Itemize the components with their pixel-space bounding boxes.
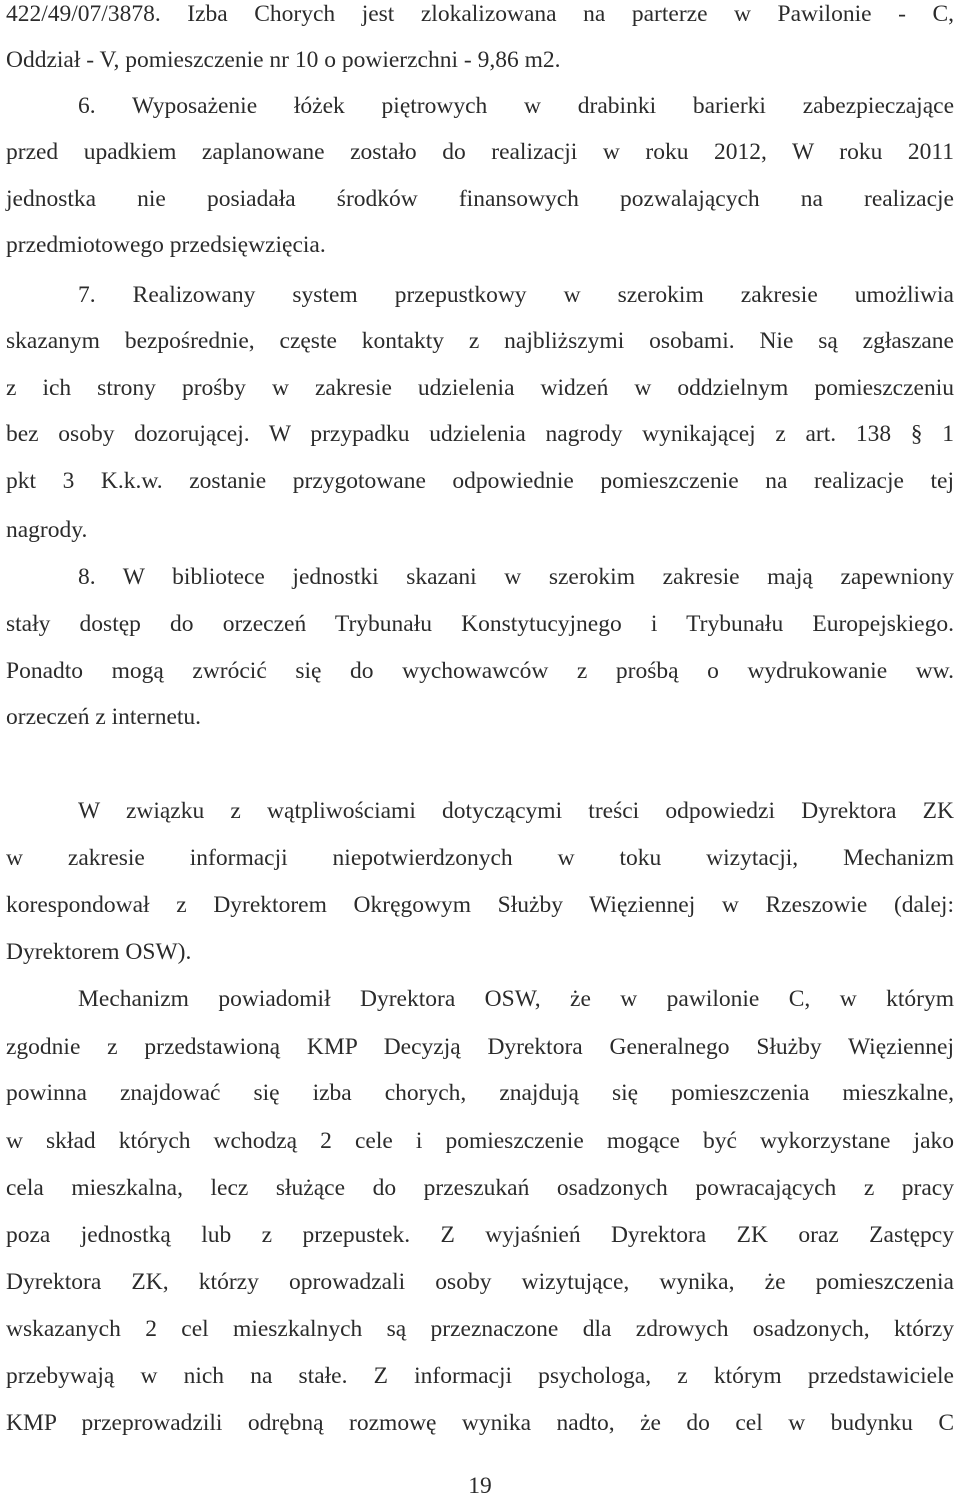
text-line: wskazanych 2 cel mieszkalnych są przeznaczone dla zdrowych osadzonych, którzy — [6, 1316, 954, 1342]
list-item-6-first-line: 6. Wyposażenie łóżek piętrowych w drabinki barierki zabezpieczające — [78, 93, 954, 119]
text-line: 422/49/07/3878. Izba Chorych jest zlokalizowana na parterze w Pawilonie - C, — [6, 1, 954, 27]
text-line: Dyrektorem OSW). — [6, 939, 192, 965]
text-line: z ich strony prośby w zakresie udzielenia widzeń w oddzielnym pomieszczeniu — [6, 375, 954, 401]
page-number: 19 — [468, 1473, 492, 1499]
text-line: przedmiotowego przedsięwzięcia. — [6, 232, 326, 258]
text-line: bez osoby dozorującej. W przypadku udzielenia nagrody wynikającej z art. 138 § 1 — [6, 421, 954, 447]
text-line: korespondował z Dyrektorem Okręgowym Służby Więziennej w Rzeszowie (dalej: — [6, 892, 954, 918]
text-line: powinna znajdować się izba chorych, znajdują się pomieszczenia mieszkalne, — [6, 1080, 954, 1106]
list-item-7-first-line: 7. Realizowany system przepustkowy w szerokim zakresie umożliwia — [78, 282, 954, 308]
text-line: Oddział - V, pomieszczenie nr 10 o powierzchni - 9,86 m2. — [6, 47, 561, 73]
text-line: skazanym bezpośrednie, częste kontakty z najbliższymi osobami. Nie są zgłaszane — [6, 328, 954, 354]
list-item-8-first-line: 8. W bibliotece jednostki skazani w szerokim zakresie mają zapewniony — [78, 564, 954, 590]
text-line: w zakresie informacji niepotwierdzonych w toku wizytacji, Mechanizm — [6, 845, 954, 871]
text-line: Ponadto mogą zwrócić się do wychowawców z prośbą o wydrukowanie ww. — [6, 658, 954, 684]
text-line: przebywają w nich na stałe. Z informacji psychologa, z którym przedstawiciele — [6, 1363, 954, 1389]
text-line: w skład których wchodzą 2 cele i pomieszczenie mogące być wykorzystane jako — [6, 1128, 954, 1154]
text-line: jednostka nie posiadała środków finansowych pozwalających na realizacje — [6, 186, 954, 212]
text-line: stały dostęp do orzeczeń Trybunału Konstytucyjnego i Trybunału Europejskiego. — [6, 611, 954, 637]
text-line: zgodnie z przedstawioną KMP Decyzją Dyrektora Generalnego Służby Więziennej — [6, 1034, 954, 1060]
text-line: przed upadkiem zaplanowane zostało do realizacji w roku 2012, W roku 2011 — [6, 139, 954, 165]
text-line: pkt 3 K.k.w. zostanie przygotowane odpowiednie pomieszczenie na realizacje tej — [6, 468, 954, 494]
paragraph-first-line: Mechanizm powiadomił Dyrektora OSW, że w pawilonie C, w którym — [78, 986, 954, 1012]
text-line: cela mieszkalna, lecz służące do przeszukań osadzonych powracających z pracy — [6, 1175, 954, 1201]
paragraph-first-line: W związku z wątpliwościami dotyczącymi treści odpowiedzi Dyrektora ZK — [78, 798, 954, 824]
text-line: Dyrektora ZK, którzy oprowadzali osoby wizytujące, wynika, że pomieszczenia — [6, 1269, 954, 1295]
text-line: orzeczeń z internetu. — [6, 704, 202, 730]
text-line: KMP przeprowadzili odrębną rozmowę wynika nadto, że do cel w budynku C — [6, 1410, 954, 1436]
text-line: poza jednostką lub z przepustek. Z wyjaśnień Dyrektora ZK oraz Zastępcy — [6, 1222, 954, 1248]
text-line: nagrody. — [6, 517, 88, 543]
